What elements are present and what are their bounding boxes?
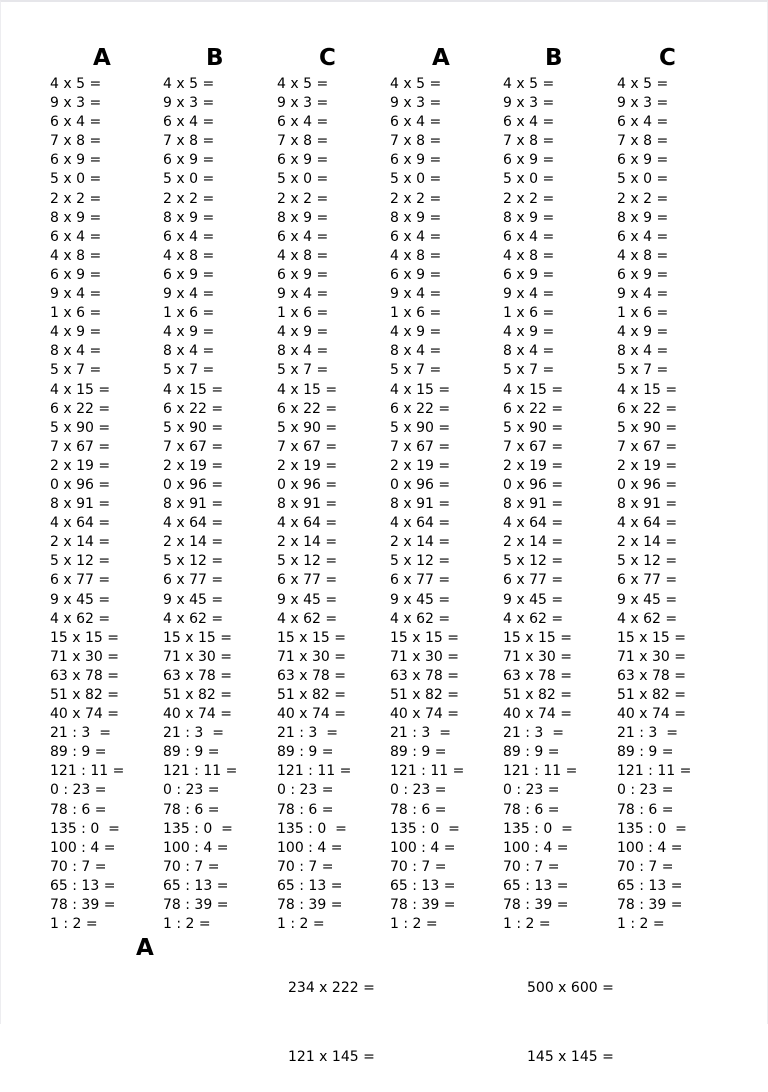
problem-item: 7 x 67 = [503, 438, 564, 455]
extra-problem: 500 x 600 = [527, 980, 614, 996]
problem-item: 63 x 78 = [277, 667, 346, 684]
problem-list [617, 75, 691, 934]
problem-item: 0 x 96 = [277, 476, 338, 493]
problem-item: 6 x 4 = [390, 114, 442, 131]
problem-item: 2 x 19 = [503, 457, 564, 474]
column-header: C [659, 45, 676, 71]
problem-item: 2 x 19 = [390, 457, 451, 474]
problem-item: 4 x 8 = [163, 247, 215, 264]
problem-item: 135 : 0 = [277, 820, 347, 837]
problem-item: 121 : 11 = [503, 763, 578, 780]
extra-problems-left [288, 931, 375, 1092]
problem-item: 7 x 8 = [390, 133, 442, 150]
problem-item: 1 : 2 = [503, 916, 551, 933]
problem-item: 8 x 91 = [617, 496, 678, 513]
problem-item: 4 x 15 = [617, 381, 678, 398]
problem-item: 78 : 6 = [390, 801, 447, 818]
problem-item: 9 x 4 = [277, 286, 329, 303]
problem-item: 7 x 8 = [277, 133, 329, 150]
problem-item: 0 : 23 = [163, 782, 220, 799]
problem-item: 1 x 6 = [50, 305, 102, 322]
problem-item: 6 x 4 = [503, 114, 555, 131]
problem-item: 121 : 11 = [163, 763, 238, 780]
problem-item: 135 : 0 = [163, 820, 233, 837]
problem-item: 70 : 7 = [390, 858, 447, 875]
problem-item: 65 : 13 = [163, 877, 229, 894]
problem-item: 71 x 30 = [617, 648, 686, 665]
problem-item: 2 x 19 = [50, 457, 111, 474]
problem-item: 4 x 8 = [50, 247, 102, 264]
problem-item: 4 x 64 = [503, 515, 564, 532]
problem-item: 6 x 77 = [163, 572, 224, 589]
problem-item: 6 x 77 = [277, 572, 338, 589]
problem-item: 9 x 3 = [277, 95, 329, 112]
problem-item: 4 x 62 = [390, 610, 451, 627]
problem-item: 89 : 9 = [50, 744, 107, 761]
problem-item: 8 x 91 = [277, 496, 338, 513]
column-header: B [545, 45, 563, 71]
problem-item: 0 : 23 = [617, 782, 674, 799]
problem-item: 9 x 4 = [390, 286, 442, 303]
problem-item: 5 x 12 = [617, 553, 678, 570]
problem-item: 63 x 78 = [390, 667, 459, 684]
problem-item: 4 x 8 = [277, 247, 329, 264]
problem-item: 15 x 15 = [163, 629, 232, 646]
problem-item: 78 : 6 = [277, 801, 334, 818]
problem-item: 4 x 64 = [277, 515, 338, 532]
column-header: C [319, 45, 336, 71]
problem-item: 40 x 74 = [503, 706, 572, 723]
problem-item: 9 x 45 = [50, 591, 111, 608]
problem-item: 6 x 9 = [277, 152, 329, 169]
problem-item: 6 x 22 = [617, 400, 678, 417]
problem-item: 15 x 15 = [617, 629, 686, 646]
problem-item: 1 : 2 = [617, 916, 665, 933]
column-header: A [432, 45, 450, 71]
problem-item: 8 x 91 = [503, 496, 564, 513]
problem-item: 100 : 4 = [390, 839, 456, 856]
worksheet-column-5 [503, 44, 577, 934]
problem-item: 51 x 82 = [50, 687, 119, 703]
problem-item: 0 x 96 = [163, 476, 224, 493]
problem-list [50, 75, 124, 934]
problem-item: 9 x 45 = [277, 591, 338, 608]
problem-item: 63 x 78 = [617, 667, 686, 684]
problem-item: 78 : 39 = [617, 897, 683, 914]
problem-item: 121 : 11 = [277, 763, 352, 780]
problem-list [390, 75, 464, 934]
problem-item: 6 x 77 = [390, 572, 451, 589]
problem-item: 5 x 12 = [503, 553, 564, 570]
problem-item: 5 x 0 = [163, 171, 215, 188]
problem-item: 78 : 6 = [617, 801, 674, 818]
problem-item: 2 x 14 = [503, 534, 564, 551]
problem-item: 6 x 4 = [390, 228, 442, 245]
problem-item: 0 : 23 = [503, 782, 560, 799]
problem-item: 2 x 14 = [50, 534, 111, 551]
problem-item: 6 x 9 = [390, 266, 442, 283]
problem-item: 1 : 2 = [277, 916, 325, 933]
problem-item: 71 x 30 = [50, 648, 119, 665]
problem-item: 2 x 2 = [503, 190, 555, 207]
problem-item: 2 x 14 = [163, 534, 224, 551]
problem-item: 4 x 64 = [390, 515, 451, 532]
problem-item: 4 x 9 = [277, 324, 329, 341]
problem-item: 121 : 11 = [390, 763, 465, 780]
problem-item: 121 : 11 = [50, 763, 125, 780]
problem-item: 5 x 0 = [390, 171, 442, 188]
problem-item: 0 : 23 = [390, 782, 447, 799]
problem-item: 0 x 96 = [390, 476, 451, 493]
problem-item: 5 x 7 = [617, 362, 669, 379]
problem-item: 2 x 2 = [390, 190, 442, 207]
problem-item: 100 : 4 = [503, 839, 569, 856]
problem-item: 8 x 9 = [50, 209, 102, 226]
problem-item: 5 x 90 = [50, 419, 111, 436]
problem-item: 2 x 19 = [617, 457, 678, 474]
problem-item: 2 x 14 = [390, 534, 451, 551]
problem-item: 1 : 2 = [50, 916, 98, 933]
problem-item: 9 x 4 = [163, 286, 215, 303]
problem-item: 78 : 6 = [503, 801, 560, 818]
problem-item: 5 x 90 = [163, 419, 224, 436]
problem-item: 0 x 96 = [617, 476, 678, 493]
problem-item: 0 x 96 = [503, 476, 564, 493]
problem-item: 9 x 4 = [503, 286, 555, 303]
problem-item: 78 : 39 = [390, 897, 456, 914]
problem-item: 40 x 74 = [277, 706, 346, 723]
problem-item: 6 x 4 = [503, 228, 555, 245]
problem-item: 5 x 90 = [390, 419, 451, 436]
problem-item: 6 x 9 = [50, 266, 102, 283]
problem-item: 89 : 9 = [163, 744, 220, 761]
problem-item: 5 x 0 = [617, 171, 669, 188]
problem-item: 5 x 7 = [277, 362, 329, 379]
problem-item: 63 x 78 = [163, 667, 232, 684]
problem-item: 4 x 64 = [50, 515, 111, 532]
problem-item: 2 x 2 = [617, 190, 669, 207]
problem-item: 135 : 0 = [503, 820, 573, 837]
problem-item: 5 x 7 = [50, 362, 102, 379]
problem-item: 21 : 3 = [617, 725, 678, 742]
problem-item: 6 x 22 = [50, 400, 111, 417]
problem-item: 1 x 6 = [617, 305, 669, 322]
problem-item: 7 x 67 = [390, 438, 451, 455]
problem-item: 40 x 74 = [617, 706, 686, 723]
problem-item: 6 x 9 = [163, 152, 215, 169]
problem-item: 4 x 64 = [163, 515, 224, 532]
problem-item: 40 x 74 = [163, 706, 232, 723]
problem-item: 63 x 78 = [50, 667, 119, 684]
extra-problem: 234 x 222 = [288, 980, 375, 996]
problem-item: 4 x 9 = [50, 324, 102, 341]
problem-item: 9 x 3 = [163, 95, 215, 112]
problem-item: 40 x 74 = [50, 706, 119, 723]
problem-item: 4 x 5 = [617, 76, 669, 92]
problem-item: 71 x 30 = [503, 648, 572, 665]
problem-item: 9 x 4 = [617, 286, 669, 303]
problem-item: 6 x 4 = [163, 228, 215, 245]
worksheet-column-3 [277, 44, 351, 934]
problem-item: 4 x 8 = [503, 247, 555, 264]
problem-item: 6 x 4 = [50, 228, 102, 245]
problem-item: 6 x 77 = [503, 572, 564, 589]
problem-item: 78 : 6 = [163, 801, 220, 818]
problem-item: 9 x 4 = [50, 286, 102, 303]
problem-item: 8 x 9 = [277, 209, 329, 226]
problem-item: 51 x 82 = [617, 687, 686, 703]
problem-item: 6 x 9 = [617, 266, 669, 283]
problem-item: 4 x 8 = [390, 247, 442, 264]
problem-item: 70 : 7 = [50, 858, 107, 875]
problem-item: 6 x 4 = [277, 114, 329, 131]
problem-item: 51 x 82 = [163, 687, 232, 703]
problem-item: 135 : 0 = [390, 820, 460, 837]
worksheet-column-1 [50, 44, 124, 934]
problem-item: 6 x 4 = [50, 114, 102, 131]
problem-item: 2 x 14 = [277, 534, 338, 551]
problem-item: 5 x 12 = [390, 553, 451, 570]
problem-item: 63 x 78 = [503, 667, 572, 684]
problem-item: 51 x 82 = [390, 687, 459, 703]
footer-column-label: A [136, 935, 154, 961]
problem-item: 1 : 2 = [390, 916, 438, 933]
problem-item: 7 x 8 = [617, 133, 669, 150]
problem-item: 65 : 13 = [390, 877, 456, 894]
problem-item: 4 x 64 = [617, 515, 678, 532]
problem-item: 6 x 4 = [277, 228, 329, 245]
problem-list [163, 75, 237, 934]
problem-item: 2 x 14 = [617, 534, 678, 551]
problem-item: 5 x 7 = [163, 362, 215, 379]
problem-item: 4 x 62 = [50, 610, 111, 627]
problem-item: 7 x 8 = [503, 133, 555, 150]
problem-item: 4 x 9 = [163, 324, 215, 341]
problem-item: 6 x 22 = [163, 400, 224, 417]
problem-item: 4 x 5 = [50, 76, 102, 92]
problem-list [503, 75, 577, 934]
problem-item: 15 x 15 = [503, 629, 572, 646]
problem-item: 4 x 62 = [277, 610, 338, 627]
problem-item: 9 x 3 = [503, 95, 555, 112]
problem-item: 8 x 9 = [503, 209, 555, 226]
problem-item: 135 : 0 = [50, 820, 120, 837]
problem-item: 6 x 77 = [617, 572, 678, 589]
problem-item: 1 x 6 = [503, 305, 555, 322]
problem-item: 4 x 15 = [503, 381, 564, 398]
extra-problems-right [527, 931, 614, 1092]
problem-item: 21 : 3 = [50, 725, 111, 742]
problem-item: 6 x 22 = [277, 400, 338, 417]
problem-item: 5 x 12 = [277, 553, 338, 570]
problem-item: 15 x 15 = [50, 629, 119, 646]
problem-item: 5 x 7 = [503, 362, 555, 379]
problem-item: 9 x 3 = [617, 95, 669, 112]
problem-item: 4 x 15 = [390, 381, 451, 398]
problem-item: 100 : 4 = [617, 839, 683, 856]
problem-item: 65 : 13 = [277, 877, 343, 894]
problem-item: 89 : 9 = [277, 744, 334, 761]
problem-item: 6 x 9 = [503, 266, 555, 283]
problem-item: 51 x 82 = [277, 687, 346, 703]
problem-item: 8 x 4 = [503, 343, 555, 360]
problem-item: 15 x 15 = [277, 629, 346, 646]
problem-item: 8 x 91 = [390, 496, 451, 513]
problem-item: 6 x 9 = [617, 152, 669, 169]
problem-item: 4 x 9 = [390, 324, 442, 341]
problem-item: 78 : 39 = [163, 897, 229, 914]
extra-problem: 121 x 145 = [288, 1049, 375, 1065]
problem-item: 8 x 91 = [163, 496, 224, 513]
problem-item: 65 : 13 = [50, 877, 116, 894]
problem-item: 7 x 67 = [163, 438, 224, 455]
problem-item: 8 x 9 = [617, 209, 669, 226]
problem-item: 8 x 91 = [50, 496, 111, 513]
problem-item: 5 x 12 = [163, 553, 224, 570]
problem-item: 2 x 19 = [163, 457, 224, 474]
problem-item: 4 x 15 = [163, 381, 224, 398]
problem-item: 40 x 74 = [390, 706, 459, 723]
problem-item: 71 x 30 = [163, 648, 232, 665]
problem-item: 6 x 4 = [617, 114, 669, 131]
problem-item: 121 : 11 = [617, 763, 692, 780]
problem-item: 8 x 4 = [617, 343, 669, 360]
problem-item: 4 x 15 = [277, 381, 338, 398]
problem-item: 6 x 9 = [50, 152, 102, 169]
problem-item: 4 x 9 = [617, 324, 669, 341]
problem-item: 78 : 6 = [50, 801, 107, 818]
problem-item: 21 : 3 = [390, 725, 451, 742]
problem-item: 70 : 7 = [277, 858, 334, 875]
column-header: A [93, 45, 111, 71]
worksheet-column-4 [390, 44, 464, 934]
problem-item: 100 : 4 = [277, 839, 343, 856]
problem-item: 51 x 82 = [503, 687, 572, 703]
problem-item: 4 x 5 = [503, 76, 555, 92]
problem-item: 7 x 8 = [163, 133, 215, 150]
problem-item: 4 x 5 = [390, 76, 442, 92]
problem-item: 6 x 9 = [390, 152, 442, 169]
problem-item: 89 : 9 = [503, 744, 560, 761]
problem-item: 6 x 4 = [163, 114, 215, 131]
problem-item: 2 x 2 = [50, 190, 102, 207]
problem-item: 89 : 9 = [390, 744, 447, 761]
problem-item: 78 : 39 = [503, 897, 569, 914]
column-header: B [206, 45, 224, 71]
problem-item: 9 x 45 = [503, 591, 564, 608]
problem-item: 15 x 15 = [390, 629, 459, 646]
problem-item: 8 x 9 = [163, 209, 215, 226]
problem-list [277, 75, 351, 934]
problem-item: 89 : 9 = [617, 744, 674, 761]
problem-item: 8 x 9 = [390, 209, 442, 226]
problem-item: 4 x 62 = [503, 610, 564, 627]
problem-item: 6 x 9 = [503, 152, 555, 169]
problem-item: 8 x 4 = [390, 343, 442, 360]
problem-item: 8 x 4 = [277, 343, 329, 360]
problem-item: 8 x 4 = [50, 343, 102, 360]
problem-item: 7 x 67 = [617, 438, 678, 455]
problem-item: 6 x 9 = [277, 266, 329, 283]
problem-item: 7 x 67 = [50, 438, 111, 455]
problem-item: 6 x 77 = [50, 572, 111, 589]
problem-item: 2 x 2 = [163, 190, 215, 207]
problem-item: 7 x 67 = [277, 438, 338, 455]
problem-item: 4 x 62 = [163, 610, 224, 627]
problem-item: 100 : 4 = [163, 839, 229, 856]
problem-item: 5 x 90 = [277, 419, 338, 436]
problem-item: 6 x 22 = [390, 400, 451, 417]
problem-item: 70 : 7 = [163, 858, 220, 875]
worksheet-column-2 [163, 44, 237, 934]
problem-item: 4 x 5 = [163, 76, 215, 92]
problem-item: 4 x 5 = [277, 76, 329, 92]
problem-item: 5 x 90 = [617, 419, 678, 436]
problem-item: 70 : 7 = [503, 858, 560, 875]
problem-item: 71 x 30 = [277, 648, 346, 665]
problem-item: 5 x 90 = [503, 419, 564, 436]
problem-item: 78 : 39 = [277, 897, 343, 914]
problem-item: 0 : 23 = [50, 782, 107, 799]
problem-item: 65 : 13 = [617, 877, 683, 894]
problem-item: 78 : 39 = [50, 897, 116, 914]
problem-item: 71 x 30 = [390, 648, 459, 665]
problem-item: 6 x 9 = [163, 266, 215, 283]
problem-item: 8 x 4 = [163, 343, 215, 360]
problem-item: 0 : 23 = [277, 782, 334, 799]
problem-item: 2 x 19 = [277, 457, 338, 474]
problem-item: 9 x 45 = [390, 591, 451, 608]
problem-item: 7 x 8 = [50, 133, 102, 150]
problem-item: 9 x 45 = [617, 591, 678, 608]
problem-item: 5 x 0 = [277, 171, 329, 188]
problem-item: 135 : 0 = [617, 820, 687, 837]
problem-item: 65 : 13 = [503, 877, 569, 894]
problem-item: 4 x 62 = [617, 610, 678, 627]
problem-item: 4 x 15 = [50, 381, 111, 398]
problem-item: 100 : 4 = [50, 839, 116, 856]
extra-problem: 145 x 145 = [527, 1049, 614, 1065]
problem-item: 1 x 6 = [390, 305, 442, 322]
problem-item: 2 x 2 = [277, 190, 329, 207]
problem-item: 1 x 6 = [163, 305, 215, 322]
problem-item: 9 x 3 = [390, 95, 442, 112]
problem-item: 6 x 4 = [617, 228, 669, 245]
problem-item: 9 x 45 = [163, 591, 224, 608]
problem-item: 5 x 0 = [503, 171, 555, 188]
worksheet-column-6 [617, 44, 691, 934]
problem-item: 5 x 7 = [390, 362, 442, 379]
problem-item: 5 x 12 = [50, 553, 111, 570]
problem-item: 4 x 9 = [503, 324, 555, 341]
problem-item: 4 x 8 = [617, 247, 669, 264]
problem-item: 1 x 6 = [277, 305, 329, 322]
problem-item: 21 : 3 = [277, 725, 338, 742]
problem-item: 0 x 96 = [50, 476, 111, 493]
problem-item: 1 : 2 = [163, 916, 211, 933]
problem-item: 21 : 3 = [163, 725, 224, 742]
problem-item: 9 x 3 = [50, 95, 102, 112]
problem-item: 70 : 7 = [617, 858, 674, 875]
problem-item: 21 : 3 = [503, 725, 564, 742]
problem-item: 6 x 22 = [503, 400, 564, 417]
problem-item: 5 x 0 = [50, 171, 102, 188]
